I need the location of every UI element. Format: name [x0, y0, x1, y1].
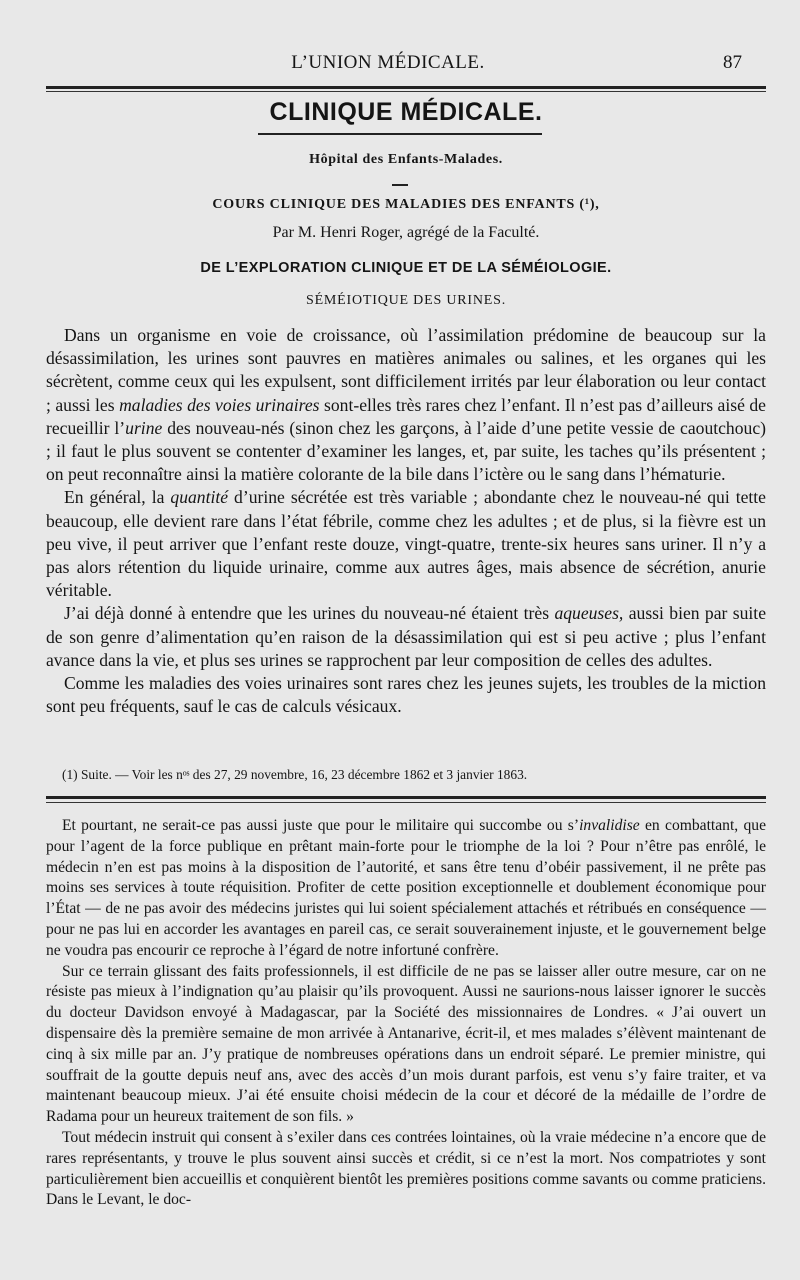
text-run: d’urine sécrétée est très variable ; abondante chez le nouveau-né qui tette beaucoup, elle devient rare dans l’état fébrile, comme chez les adultes ; et de plus, si la fièvre est un peu vive, il peut arriver que l’enfant reste douze, vingt-quatre, trente-six heures sans uriner. Il n’y a pas alors rétention du liquide urinaire, comme aux autres âges, mais absence de sécrétion, anurie véritable. [46, 487, 766, 601]
header-rule [46, 86, 766, 89]
paragraph: Tout médecin instruit qui consent à s’exiler dans ces contrées lointaines, où la vraie médecine n’a encore que de rares représentants, y trouve le plus souvent ainsi succès et crédit, si ce n’est la mort. Nos compatriotes y sont particulièrement bien accueillis et conquièrent bientôt les premières positions comme savants ou comme praticiens. Dans le Levant, le doc- [46, 1128, 766, 1209]
hospital-heading: Hôpital des Enfants-Malades. [309, 152, 503, 167]
lower-body [46, 816, 766, 1211]
subsection-heading: DE L’EXPLORATION CLINIQUE ET DE LA SÉMÉIOLOGIE. [200, 260, 612, 276]
author-line: Par M. Henri Roger, agrégé de la Faculté. [272, 224, 540, 241]
italic-run: urine [125, 417, 163, 438]
paragraph [46, 602, 766, 672]
paragraph [46, 816, 766, 962]
paragraph [46, 324, 766, 486]
heading-dash [392, 184, 408, 186]
text-run: aussi bien par suite de son genre d’alimentation qu’en raison de la désassimilation qui est si peu active ; plus l’enfant avance dans la vie, et plus ses urines se rapprochent par leur composition de celles des adultes. [46, 603, 766, 670]
italic-run: maladies des voies urinaires [119, 394, 320, 415]
italic-run: invalidise [579, 817, 640, 834]
running-head [46, 52, 742, 78]
running-title: L’UNION MÉDICALE. [291, 52, 485, 73]
page-number: 87 [723, 52, 742, 73]
text-run: Et pourtant, ne serait-ce pas aussi juste que pour le militaire qui succombe ou s’ [62, 817, 580, 834]
paragraph [46, 486, 766, 602]
footnote: (1) Suite. — Voir les nᵒˢ des 27, 29 novembre, 16, 23 décembre 1862 et 3 janvier 1863. [62, 767, 528, 782]
header-rule-thin [46, 91, 766, 92]
article-body [46, 324, 766, 718]
text-run: en combattant, que pour l’agent de la force publique en prêtant main-forte pour le triomphe de la loi ? Pour n’être pas enrôlé, le médecin n’en est pas moins à la disposition de l’autorité, et sans être tenu d’obéir passivement, il ne prête pas moins ses services à toute réquisition. Profiter de cette position exceptionnelle et doublement économique pour l’État — de ne pas avoir des médecins juristes qui lui soient spécialement attachés et rétribués en conséquence — pour ne pas lui en accorder les avantages en pareil cas, ce serait souverainement injuste, et le gouvernement belge ne voudra pas encourir ce reproche à l’égard de notre infortuné confrère. [46, 817, 767, 959]
text-run: En général, la [64, 487, 171, 508]
text-run: des nouveau-nés (sinon chez les garçons, à l’aide d’une petite vessie de caoutchouc) ; il faut le plus souvent se contenter d’examiner les langes, et, par suite, les taches qu’ils présentent ; on peut reconnaître ainsi la matière colorante de la bile dans l’ictère ou le sang dans l’hématurie. [46, 417, 766, 485]
text-run: sont-elles très rares chez l’enfant. Il n’est pas d’ailleurs aisé de recueillir l’ [46, 394, 766, 438]
paragraph: Sur ce terrain glissant des faits professionnels, il est difficile de ne pas se laisser aller outre mesure, car on ne résiste pas mieux à l’indignation qu’au plaisir qu’ils provoquent. Aussi ne saurions-nous laisser ignorer le succès du docteur Davidson envoyé à Madagascar, par la Société des missionnaires de Londres. « J’ai ouvert un dispensaire dès la première semaine de mon arrivée à Antanarive, écrit-il, et mes malades s’élèvent maintenant de cinq à six mille par an. J’y pratique de nombreuses opérations dans un endroit séparé. Le premier ministre, qui souffrait de la goutte depuis neuf ans, avec des accès d’un mois durant parfois, est venu s’y faire traiter, et va maintenant beaucoup mieux. J’ai été ensuite choisi médecin de la cour et décoré de la médaille de l’ordre de Radama pour un heureux traitement de son fils. » [46, 962, 766, 1126]
italic-run: quantité [170, 487, 229, 508]
italic-run: aqueuses, [554, 603, 624, 624]
paragraph: Comme les maladies des voies urinaires sont rares chez les jeunes sujets, les troubles de la miction sont peu fréquents, sauf le cas de calculs vésicaux. [46, 673, 766, 717]
title-underline [258, 133, 542, 135]
course-heading: COURS CLINIQUE DES MALADIES DES ENFANTS (¹), [212, 197, 600, 212]
section-title: CLINIQUE MÉDICALE. [269, 98, 543, 126]
separator-rule-thin [46, 802, 766, 803]
separator-rule [46, 796, 766, 799]
text-run: J’ai déjà donné à entendre que les urines du nouveau-né étaient très [64, 603, 555, 624]
text-run: Dans un organisme en voie de croissance, où l’assimilation prédomine de beaucoup sur la désassimilation, les urines sont pauvres en matières animales ou salines, et les organes qui les sécrètent, comme ceux qui les expulsent, sont difficilement irrités par leur élaboration ou leur contact ; aussi les [46, 325, 766, 415]
subsubsection-heading: SÉMÉIOTIQUE DES URINES. [305, 293, 506, 308]
